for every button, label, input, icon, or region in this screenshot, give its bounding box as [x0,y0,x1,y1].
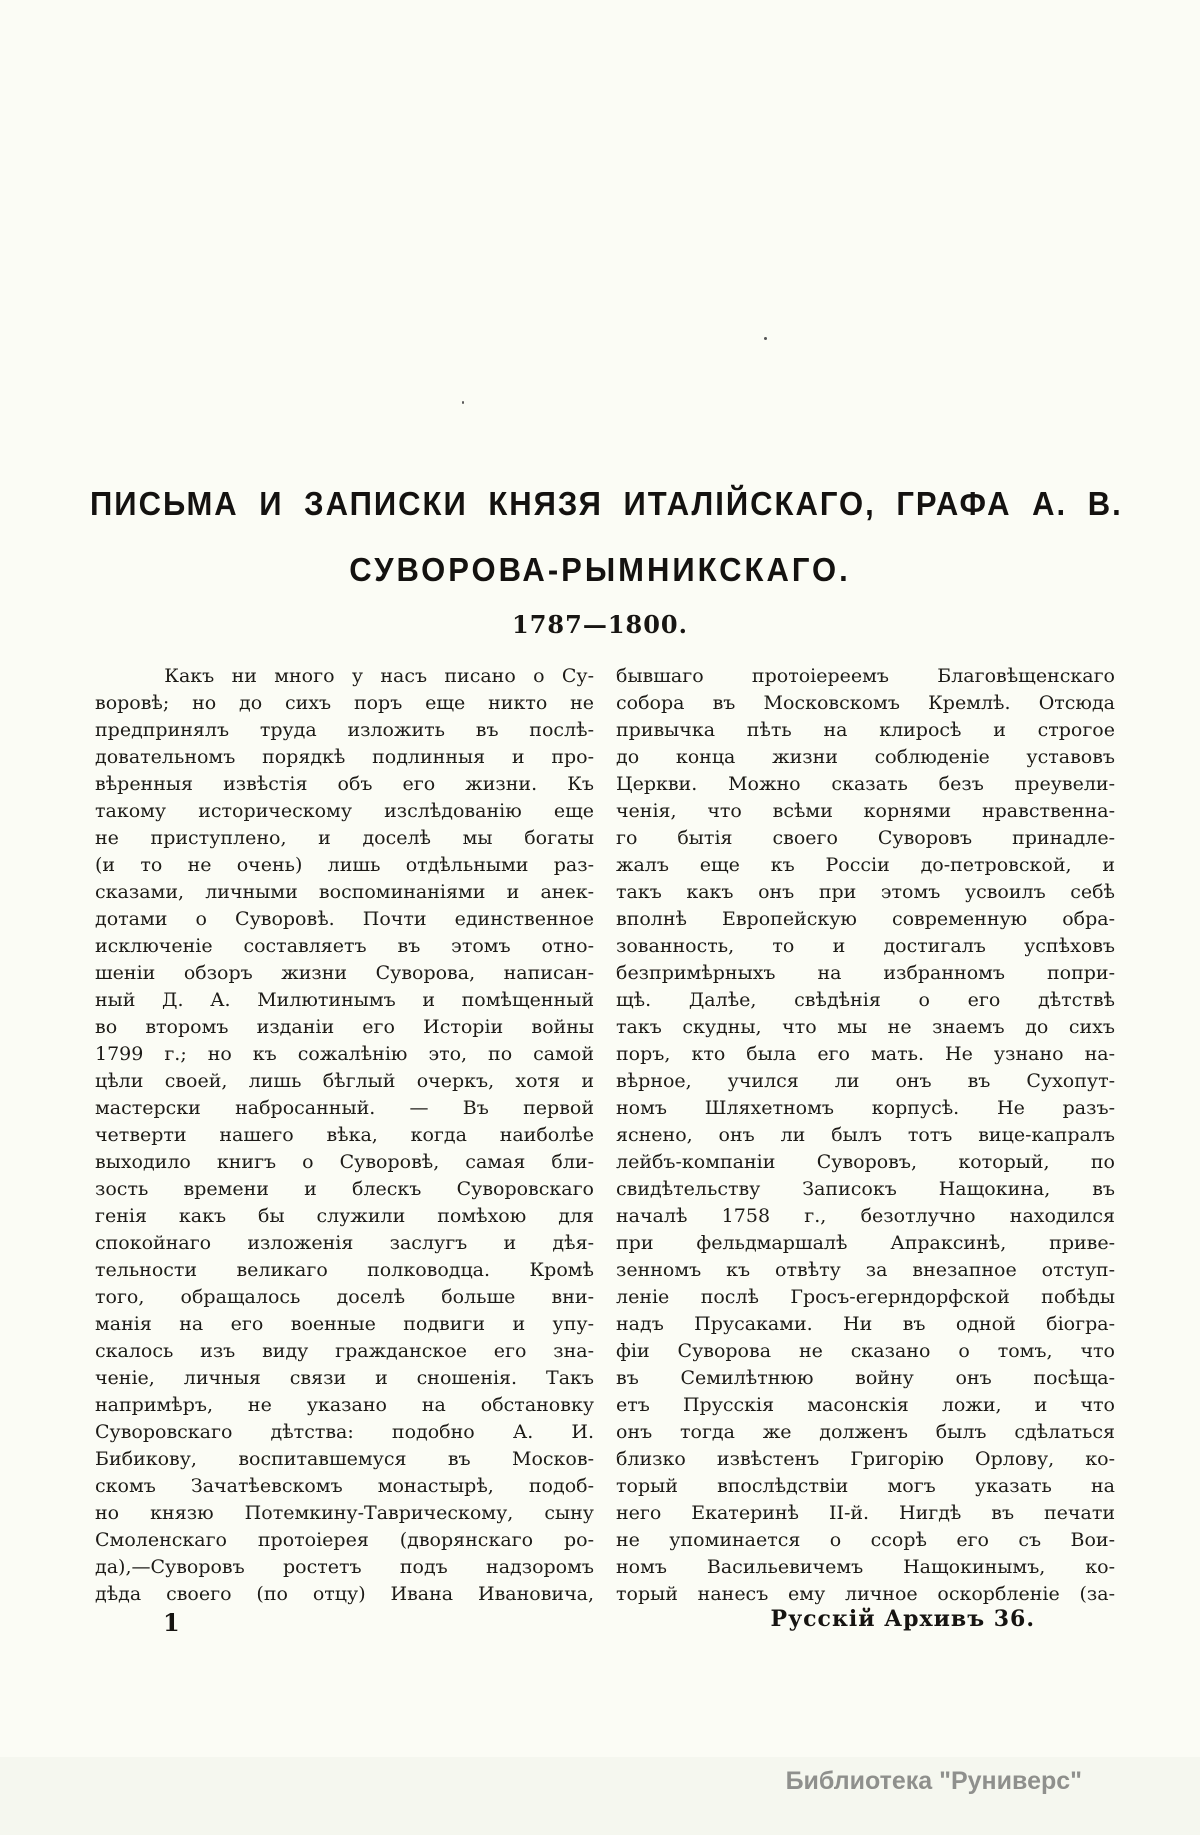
library-watermark-text: Библиотека "Руниверс" [785,1767,1082,1795]
text-line: лейбъ-компаніи Суворовъ, который, по [616,1151,1115,1173]
right-text-column [616,663,1115,1608]
scan-speck [462,401,464,404]
text-line: такъ скудны, что мы не знаемъ до сихъ [616,1016,1115,1038]
text-line: яснено, онъ ли былъ тотъ вице-капралъ [616,1124,1115,1146]
text-line: торый впослѣдствіи могъ указать на [616,1475,1115,1497]
article-title-line-2: СУВОРОВА-РЫМНИКСКАГО. [349,550,851,589]
text-line: ченія, что всѣми корнями нравственна- [616,800,1115,822]
text-line: номъ Васильевичемъ Нащокинымъ, ко- [616,1556,1115,1578]
text-line: торый нанесъ ему личное оскорбленіе (за- [616,1583,1115,1605]
text-line: жалъ еще къ Россіи до-петровской, и [616,854,1115,876]
text-line: такому историческому изслѣдованію еще [95,800,594,822]
text-line: онъ тогда же долженъ былъ сдѣлаться [616,1421,1115,1443]
text-line: близко извѣстенъ Григорію Орлову, ко- [616,1448,1115,1470]
text-line: предпринялъ труда изложить въ послѣ- [95,719,594,741]
text-line: зенномъ къ отвѣту за внезапное отступ- [616,1259,1115,1281]
article-title-line-1: ПИСЬМА И ЗАПИСКИ КНЯЗЯ ИТАЛІЙСКАГО, ГРАФА А. В. [90,484,1123,523]
date-range: 1787—1800. [512,610,688,639]
text-line: да),—Суворовъ ростетъ подъ надзоромъ [95,1556,594,1578]
text-line: но князю Потемкину-Таврическому, сыну [95,1502,594,1524]
text-line: зость времени и блескъ Суворовскаго [95,1178,594,1200]
text-line: надъ Прусаками. Ни въ одной біогра- [616,1313,1115,1335]
two-column-text-block [95,663,1115,1608]
left-text-column [95,663,594,1608]
text-line: ный Д. А. Милютинымъ и помѣщенный [95,989,594,1011]
text-line: цѣли своей, лишь бѣглый очеркъ, хотя и [95,1070,594,1092]
text-line: свидѣтельству Записокъ Нащокина, въ [616,1178,1115,1200]
text-line: при фельдмаршалѣ Апраксинѣ, приве- [616,1232,1115,1254]
text-line: довательномъ порядкѣ подлинныя и про- [95,746,594,768]
text-line: мастерски набросанный. — Въ первой [95,1097,594,1119]
text-line: щѣ. Далѣе, свѣдѣнія о его дѣтствѣ [616,989,1115,1011]
text-line: поръ, кто была его мать. Не узнано на- [616,1043,1115,1065]
text-line: началѣ 1758 г., безотлучно находился [616,1205,1115,1227]
text-line: манія на его военные подвиги и упу- [95,1313,594,1335]
text-line: номъ Шляхетномъ корпусѣ. Не разъ- [616,1097,1115,1119]
text-line: во второмъ изданіи его Исторіи войны [95,1016,594,1038]
text-line: Церкви. Можно сказать безъ преувели- [616,773,1115,795]
text-line: 1799 г.; но къ сожалѣнію это, по самой [95,1043,594,1065]
text-line: собора въ Московскомъ Кремлѣ. Отсюда [616,692,1115,714]
text-line: безпримѣрныхъ на избранномъ попри- [616,962,1115,984]
text-line: Бибикову, воспитавшемуся въ Москов- [95,1448,594,1470]
text-line: фіи Суворова не сказано о томъ, что [616,1340,1115,1362]
text-line: вполнѣ Европейскую современную обра- [616,908,1115,930]
library-watermark-band [0,1757,1200,1835]
text-line: вѣрное, учился ли онъ въ Сухопут- [616,1070,1115,1092]
text-line: такъ какъ онъ при этомъ усвоилъ себѣ [616,881,1115,903]
text-line: спокойнаго изложенія заслугъ и дѣя- [95,1232,594,1254]
text-line: (и то не очень) лишь отдѣльными раз- [95,854,594,876]
text-line: зованность, то и достигалъ успѣховъ [616,935,1115,957]
text-line: не приступлено, и доселѣ мы богаты [95,827,594,849]
text-line: Смоленскаго протоіерея (дворянскаго ро- [95,1529,594,1551]
text-line: Какъ ни много у насъ писано о Су- [95,665,594,687]
text-line: напримѣръ, не указано на обстановку [95,1394,594,1416]
text-line: генія какъ бы служили помѣхою для [95,1205,594,1227]
text-line: етъ Прусскія масонскія ложи, и что [616,1394,1115,1416]
text-line: въ Семилѣтнюю войну онъ посѣща- [616,1367,1115,1389]
text-line: воровѣ; но до сихъ поръ еще никто не [95,692,594,714]
text-line: до конца жизни соблюденіе уставовъ [616,746,1115,768]
scan-speck [764,337,767,340]
text-line: него Екатеринѣ II-й. Нигдѣ въ печати [616,1502,1115,1524]
text-line: сказами, личными воспоминаніями и анек- [95,881,594,903]
text-line: выходило книгъ о Суворовѣ, самая бли- [95,1151,594,1173]
text-line: леніе послѣ Гросъ-егерндорфской побѣды [616,1286,1115,1308]
text-line: не упоминается о ссорѣ его съ Вои- [616,1529,1115,1551]
journal-credit: Русскій Архивъ 36. [770,1606,1035,1632]
text-line: привычка пѣть на клиросѣ и строгое [616,719,1115,741]
text-line: скомъ Зачатѣевскомъ монастырѣ, подоб- [95,1475,594,1497]
text-line: шеніи обзоръ жизни Суворова, написан- [95,962,594,984]
text-line: четверти нашего вѣка, когда наиболѣе [95,1124,594,1146]
text-line: ченіе, личныя связи и сношенія. Такъ [95,1367,594,1389]
text-line: тельности великаго полководца. Кромѣ [95,1259,594,1281]
text-line: бывшаго протоіереемъ Благовѣщенскаго [616,665,1115,687]
text-line: дотами о Суворовѣ. Почти единственное [95,908,594,930]
text-line: дѣда своего (по отцу) Ивана Ивановича, [95,1583,594,1605]
text-line: Суворовскаго дѣтства: подобно А. И. [95,1421,594,1443]
page-number: 1 [163,1608,180,1637]
text-line: того, обращалось доселѣ больше вни- [95,1286,594,1308]
text-line: исключеніе составляетъ въ этомъ отно- [95,935,594,957]
text-line: го бытія своего Суворовъ принадле- [616,827,1115,849]
text-line: вѣренныя извѣстія объ его жизни. Къ [95,773,594,795]
text-line: скалось изъ виду гражданское его зна- [95,1340,594,1362]
